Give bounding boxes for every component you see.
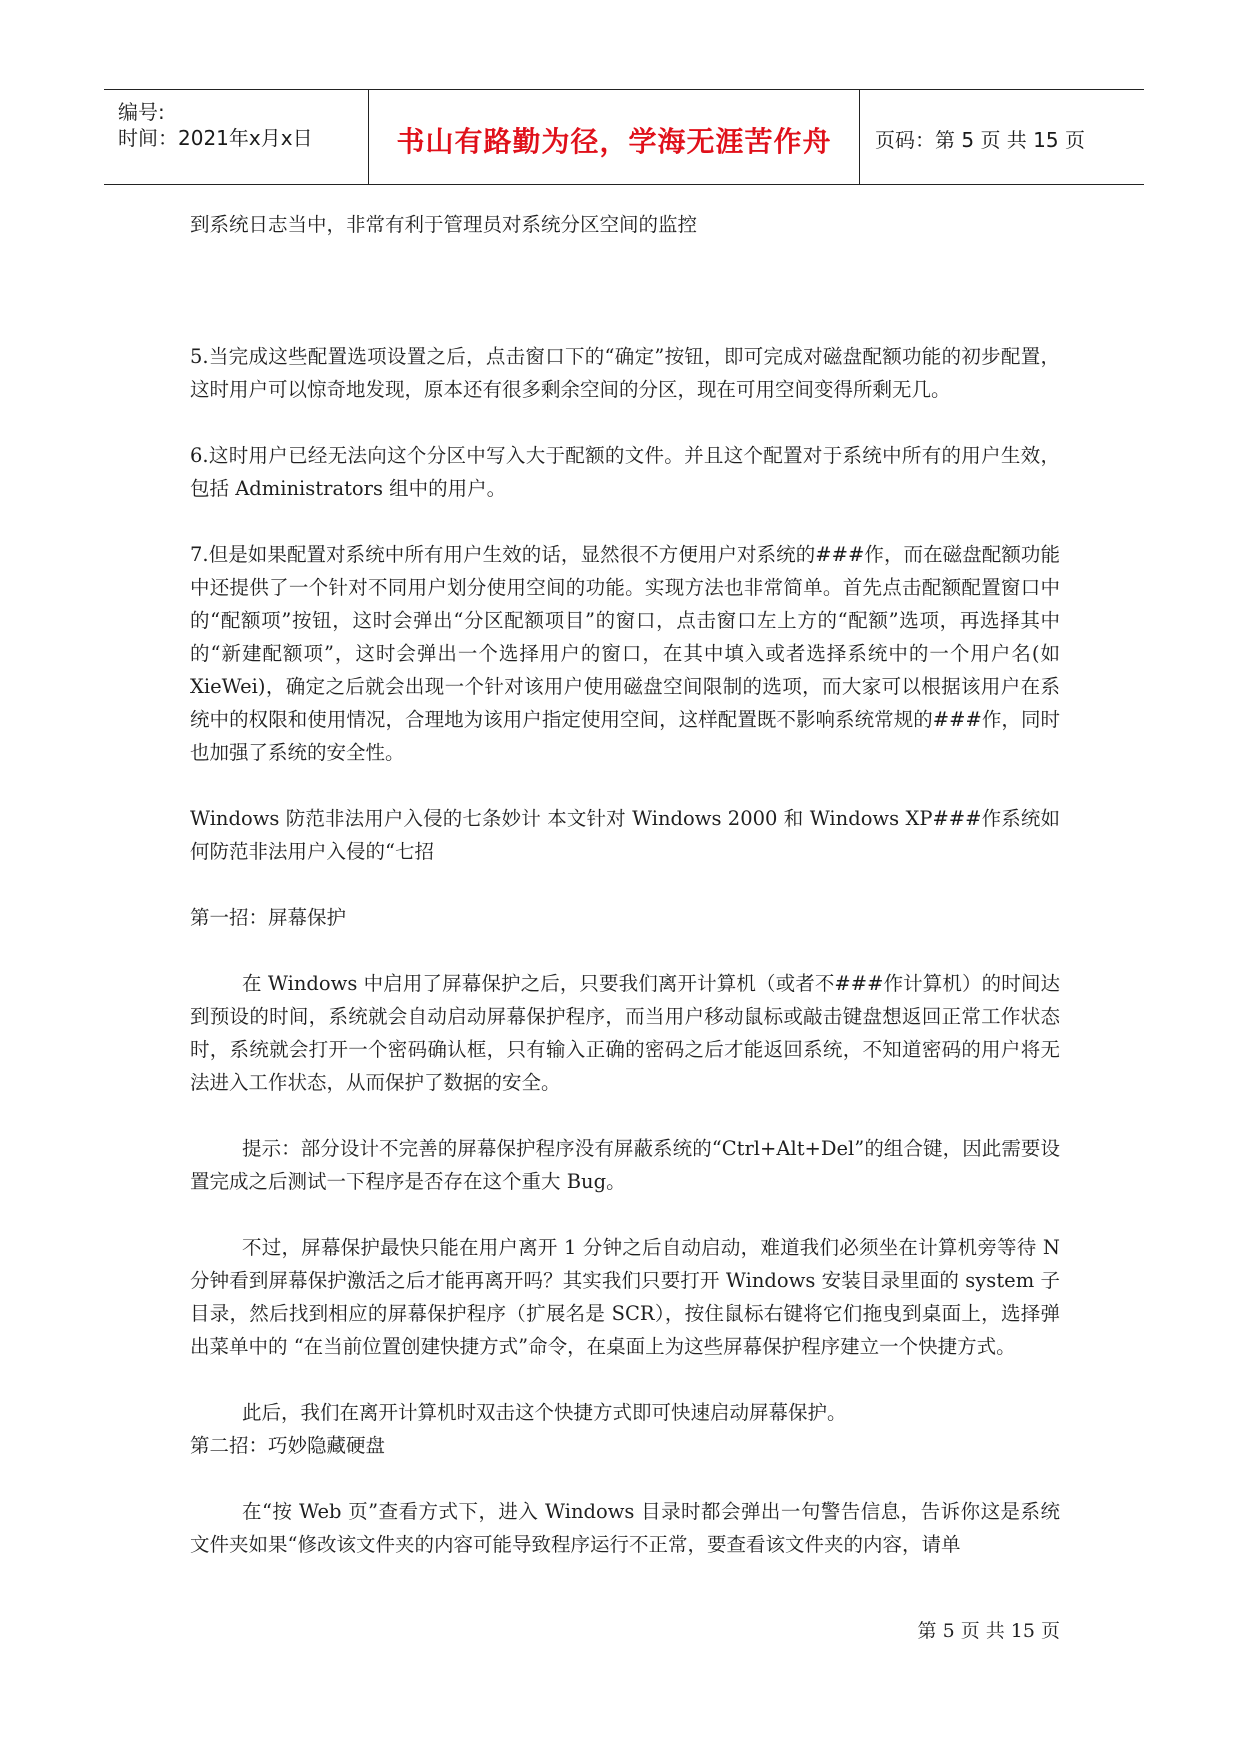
paragraph: 7.但是如果配置对系统中所有用户生效的话，显然很不方便用户对系统的###作，而在磁盘配额功能中还提供了一个针对不同用户划分使用空间的功能。实现方法也非常简单。首先点击配额配置窗口中的“配额项”按钮，这时会弹出“分区配额项目”的窗口，点击窗口左上方的“配额”选项，再选择其中的“新建配额项”，这时会弹出一个选择用户的窗口，在其中填入或者选择系统中的一个用户名(如 XieWei)，确定之后就会出现一个针对该用户使用磁盘空间限制的选项，而大家可以根据该用户在系统中的权限和使用情况，合理地为该用户指定使用空间，这样配置既不影响系统常规的###作，同时也加强了系统的安全性。 [190, 543, 1060, 764]
paragraph: 在“按 Web 页”查看方式下，进入 Windows 目录时都会弹出一句警告信息，告诉你这是系统文件夹如果“修改该文件夹的内容可能导致程序运行不正常，要查看该文件夹的内容，请单 [190, 1500, 1060, 1556]
paragraph: 提示：部分设计不完善的屏幕保护程序没有屏蔽系统的“Ctrl+Alt+Del”的组合键，因此需要设置完成之后测试一下程序是否存在这个重大 Bug。 [190, 1137, 1060, 1193]
paragraph: 到系统日志当中，非常有利于管理员对系统分区空间的监控 [190, 213, 698, 236]
section-heading: 第二招：巧妙隐藏硬盘 [190, 1434, 386, 1457]
section-heading: 第一招：屏幕保护 [190, 906, 347, 929]
paragraph: 6.这时用户已经无法向这个分区中写入大于配额的文件。并且这个配置对于系统中所有的用户生效，包括 Administrators 组中的用户。 [190, 444, 1060, 500]
header-motto: 书山有路勤为径，学海无涯苦作舟 [396, 125, 832, 158]
header-right-cell [861, 90, 1144, 184]
header-page-label: 页码：第 5 页 共 15 页 [875, 128, 1085, 152]
paragraph: 不过，屏幕保护最快只能在用户离开 1 分钟之后自动启动，难道我们必须坐在计算机旁等待 N 分钟看到屏幕保护激活之后才能再离开吗？其实我们只要打开 Windows 安装目录里面的 system 子目录，然后找到相应的屏幕保护程序（扩展名是 SCR），按住鼠标右键将它们拖曳到桌面上，选择弹出菜单中的 “在当前位置创建快捷方式”命令，在桌面上为这些屏幕保护程序建立一个快捷方式。 [190, 1236, 1060, 1358]
paragraph: Windows 防范非法用户入侵的七条妙计 本文针对 Windows 2000 和 Windows XP###作系统如何防范非法用户入侵的“七招 [190, 807, 1060, 863]
document-body [190, 208, 1060, 1561]
paragraph: 此后，我们在离开计算机时双击这个快捷方式即可快速启动屏幕保护。 [242, 1401, 847, 1424]
header-center-cell [369, 90, 860, 184]
document-number-label: 编号: [118, 100, 165, 124]
header-table [104, 89, 1144, 185]
paragraph: 在 Windows 中启用了屏幕保护之后，只要我们离开计算机（或者不###作计算机）的时间达到预设的时间，系统就会自动启动屏幕保护程序，而当用户移动鼠标或敲击键盘想返回正常工作状态时，系统就会打开一个密码确认框，只有输入正确的密码之后才能返回系统，不知道密码的用户将无法进入工作状态，从而保护了数据的安全。 [190, 972, 1060, 1094]
header-left-cell [104, 90, 369, 184]
paragraph: 5.当完成这些配置选项设置之后，点击窗口下的“确定”按钮，即可完成对磁盘配额功能的初步配置，这时用户可以惊奇地发现，原本还有很多剩余空间的分区，现在可用空间变得所剩无几。 [190, 345, 1060, 401]
page-footer: 第 5 页 共 15 页 [917, 1620, 1060, 1642]
document-time-label: 时间：2021年x月x日 [118, 126, 313, 150]
